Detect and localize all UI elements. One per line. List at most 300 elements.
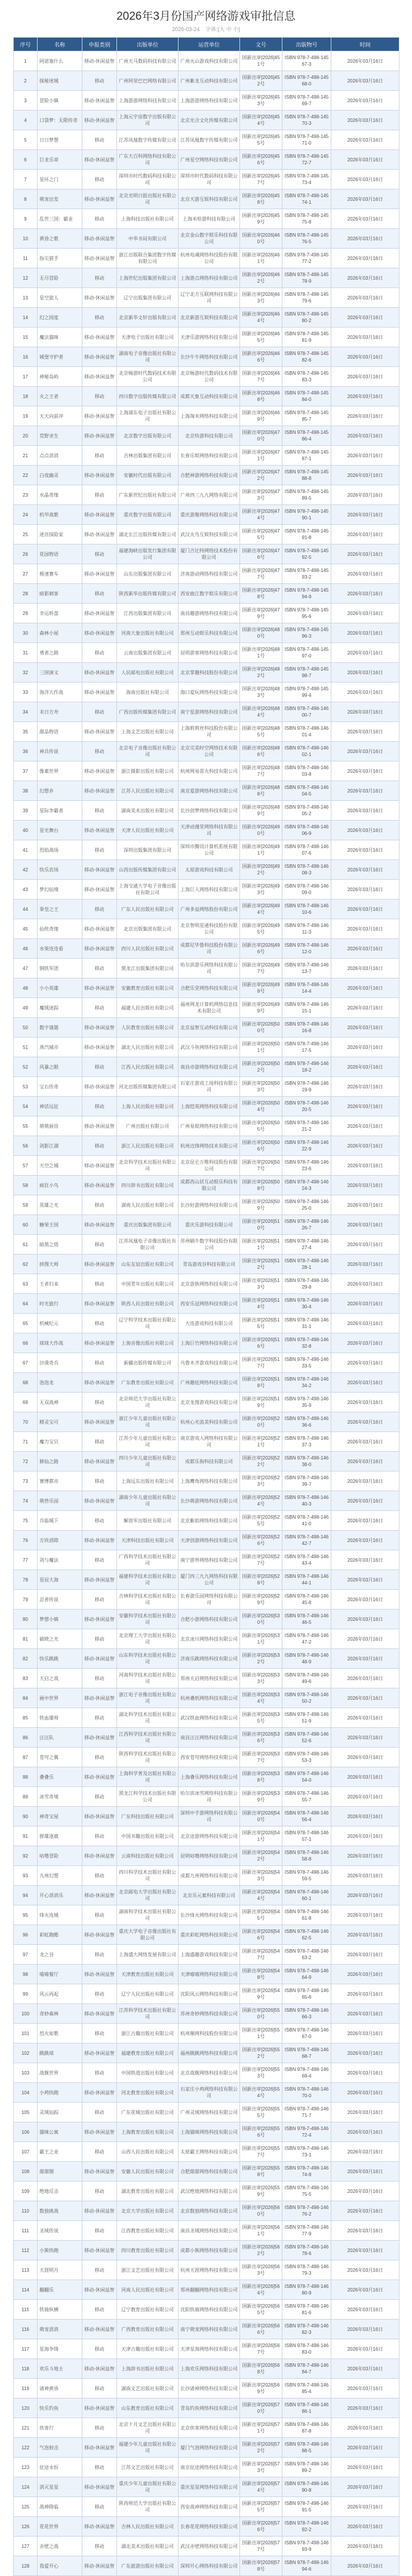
cell-name: 口袋梦：无限传奇 — [38, 111, 82, 130]
cell-approval-number: 国新出审[2026]511号 — [240, 1235, 282, 1255]
table-row — [14, 328, 399, 347]
table-row — [14, 406, 399, 426]
cell-category: 移动-休闲益智 — [82, 1255, 117, 1274]
cell-operator: 北京龙图游戏科技有限公司 — [179, 1393, 240, 1412]
cell-approval-number: 国新出审[2026]546号 — [240, 1925, 282, 1945]
cell-index: 113 — [14, 2260, 38, 2280]
cell-publisher: 上海教育出版社有限公司 — [117, 2122, 179, 2142]
cell-operator: 南京游戏人网络科技有限公司 — [179, 1432, 240, 1452]
cell-operator: 西安战神网络科技有限公司 — [179, 2497, 240, 2517]
cell-index: 12 — [14, 268, 38, 288]
cell-operator: 海口爱玩网络科技有限公司 — [179, 683, 240, 702]
cell-operator: 上海欢乐网络科技有限公司 — [179, 2359, 240, 2379]
cell-index: 10 — [14, 229, 38, 249]
cell-name: 忍者传说 — [38, 1590, 82, 1610]
cell-operator: 深圳市腾讯计算机系统有限公司 — [179, 840, 240, 860]
cell-publisher: 江西教育出版社有限公司 — [117, 2221, 179, 2241]
cell-date: 2026年03月16日 — [331, 2537, 399, 2556]
cell-operator: 广州火山游戏科技有限公司 — [179, 51, 240, 71]
cell-publisher: 江苏凤凰数字传媒有限公司 — [117, 130, 179, 150]
cell-category: 移动-休闲益智 — [82, 249, 117, 268]
cell-index: 23 — [14, 485, 38, 505]
cell-name: 球球大作战 — [38, 1333, 82, 1353]
header-isbn: 出版物号 — [282, 38, 331, 51]
cell-category: 移动-休闲益智 — [82, 761, 117, 781]
cell-date: 2026年03月16日 — [331, 860, 399, 880]
cell-index: 56 — [14, 1136, 38, 1156]
cell-date: 2026年03月16日 — [331, 406, 399, 426]
cell-name: 星辰大海 — [38, 1570, 82, 1590]
cell-approval-number: 国新出审[2026]557号 — [240, 2142, 282, 2162]
cell-operator: 长春游乐园网络科技有限公司 — [179, 1590, 240, 1610]
cell-operator: 北京紫焰网络科技有限公司 — [179, 1511, 240, 1531]
cell-publisher: 上海音像出版社有限公司 — [117, 1333, 179, 1353]
cell-isbn: ISBN 978-7-498-14602-1 — [282, 742, 331, 761]
cell-category: 移动 — [82, 1471, 117, 1491]
cell-isbn: ISBN 978-7-498-14608-3 — [282, 860, 331, 880]
cell-date: 2026年03月16日 — [331, 1550, 399, 1570]
table-row — [14, 1018, 399, 1038]
cell-date: 2026年03月16日 — [331, 544, 399, 564]
cell-name: 星海争锋 — [38, 2339, 82, 2359]
cell-publisher: 吉林科学技术出版社有限公司 — [117, 1590, 179, 1610]
cell-index: 7 — [14, 170, 38, 189]
cell-approval-number: 国新出审[2026]515号 — [240, 1314, 282, 1333]
cell-operator: 北京战舰网络科技有限公司 — [179, 2063, 240, 2083]
cell-operator: 苏州蜗牛数字科技股份有限公司 — [179, 1235, 240, 1255]
cell-isbn: ISBN 978-7-498-14661-8 — [282, 1905, 331, 1925]
table-row — [14, 1314, 399, 1333]
cell-index: 13 — [14, 288, 38, 308]
cell-approval-number: 国新出审[2026]466号 — [240, 347, 282, 367]
cell-publisher: 江西人民出版社有限公司 — [117, 1057, 179, 1077]
cell-category: 移动 — [82, 2418, 117, 2438]
cell-name: 海洋大作战 — [38, 683, 82, 702]
cell-publisher: 湖北教育出版社有限公司 — [117, 2182, 179, 2201]
cell-date: 2026年03月16日 — [331, 209, 399, 229]
cell-isbn: ISBN 978-7-498-14626-7 — [282, 1215, 331, 1235]
cell-operator: 杭州叠纸网络科技有限公司 — [179, 1688, 240, 1708]
font-size-switch[interactable]: 字体:[大 中 小] — [205, 26, 240, 32]
cell-name: 神兵传说 — [38, 742, 82, 761]
cell-operator: 郑州互动娱乐科技有限公司 — [179, 623, 240, 643]
cell-isbn: ISBN 978-7-498-14646-5 — [282, 1610, 331, 1629]
table-row — [14, 2517, 399, 2537]
cell-approval-number: 国新出审[2026]541号 — [240, 1827, 282, 1846]
cell-category: 移动 — [82, 2024, 117, 2043]
cell-index: 102 — [14, 2043, 38, 2063]
cell-operator: 北京途游网络科技有限公司 — [179, 1827, 240, 1846]
cell-publisher: 广州天马数码科技有限公司 — [117, 51, 179, 71]
cell-name: 日日梦想 — [38, 130, 82, 150]
cell-date: 2026年03月16日 — [331, 840, 399, 860]
cell-publisher: 湖南电子音像出版社有限公司 — [117, 347, 179, 367]
cell-index: 116 — [14, 2320, 38, 2339]
cell-index: 17 — [14, 367, 38, 387]
cell-index: 2 — [14, 71, 38, 91]
table-row — [14, 2260, 399, 2280]
cell-index: 66 — [14, 1333, 38, 1353]
cell-operator: 北京数独网络科技有限公司 — [179, 2201, 240, 2221]
cell-date: 2026年03月16日 — [331, 1708, 399, 1728]
cell-approval-number: 国新出审[2026]522号 — [240, 1452, 282, 1471]
cell-approval-number: 国新出审[2026]568号 — [240, 2359, 282, 2379]
cell-index: 31 — [14, 643, 38, 663]
cell-publisher: 四川人民出版社有限公司 — [117, 939, 179, 959]
cell-category: 移动 — [82, 71, 117, 91]
cell-category: 移动 — [82, 1629, 117, 1649]
cell-isbn: ISBN 978-7-498-14619-9 — [282, 1077, 331, 1097]
cell-publisher: 江苏凤凰电子音像出版社有限公司 — [117, 1235, 179, 1255]
cell-operator: 上海米哈游科技有限公司 — [179, 209, 240, 229]
cell-date: 2026年03月16日 — [331, 51, 399, 71]
table-row — [14, 1965, 399, 1984]
cell-index: 8 — [14, 189, 38, 209]
cell-index: 61 — [14, 1235, 38, 1255]
cell-isbn: ISBN 978-7-498-14694-6 — [282, 2556, 331, 2576]
cell-date: 2026年03月16日 — [331, 2280, 399, 2300]
cell-publisher: 湖北长江出版传媒有限公司 — [117, 525, 179, 544]
table-row — [14, 1274, 399, 1294]
cell-publisher: 浙江人民出版社有限公司 — [117, 1136, 179, 1156]
cell-name: 龙之谷 — [38, 1945, 82, 1965]
cell-isbn: ISBN 978-7-498-14683-0 — [282, 2339, 331, 2359]
cell-approval-number: 国新出审[2026]547号 — [240, 1945, 282, 1965]
cell-approval-number: 国新出审[2026]529号 — [240, 1590, 282, 1610]
cell-category: 移动-休闲益智 — [82, 150, 117, 170]
cell-category: 移动-休闲益智 — [82, 2280, 117, 2300]
cell-publisher: 四川科学技术出版社有限公司 — [117, 1866, 179, 1886]
cell-category: 移动 — [82, 446, 117, 466]
table-row — [14, 1057, 399, 1077]
cell-isbn: ISBN 978-7-498-14595-6 — [282, 604, 331, 623]
cell-date: 2026年03月16日 — [331, 1057, 399, 1077]
cell-name: 梦想小镇 — [38, 1610, 82, 1629]
cell-name: 汪汪队 — [38, 1728, 82, 1748]
cell-isbn: ISBN 978-7-498-14633-5 — [282, 1353, 331, 1373]
cell-operator: 南京爱游网络科技有限公司 — [179, 781, 240, 801]
cell-isbn: ISBN 978-7-498-14675-5 — [282, 2182, 331, 2201]
cell-date: 2026年03月16日 — [331, 1688, 399, 1708]
cell-operator: 南昌圣域网络科技有限公司 — [179, 2221, 240, 2241]
cell-name: 星环之门 — [38, 170, 82, 189]
cell-publisher: 上海交通大学电子音像出版社有限公司 — [117, 880, 179, 900]
cell-category: 移动-休闲益智 — [82, 1531, 117, 1550]
cell-category: 移动-休闲益智 — [82, 2083, 117, 2103]
cell-name: 点点消消 — [38, 446, 82, 466]
cell-isbn: ISBN 978-7-498-14599-4 — [282, 683, 331, 702]
cell-operator: 福州跳跳网络科技有限公司 — [179, 2043, 240, 2063]
cell-operator: 成都西山居互动娱乐科技有限公司 — [179, 1176, 240, 1195]
cell-publisher: 江苏人民出版社有限公司 — [117, 781, 179, 801]
cell-operator: 广州四三九九网络有限公司 — [179, 485, 240, 505]
table-row — [14, 2063, 399, 2083]
table-row — [14, 367, 399, 387]
cell-date: 2026年03月16日 — [331, 1156, 399, 1176]
cell-approval-number: 国新出审[2026]462号 — [240, 268, 282, 288]
cell-category: 移动-休闲益智 — [82, 2320, 117, 2339]
cell-publisher: 湖南美术出版社有限公司 — [117, 801, 179, 821]
cell-category: 移动-休闲益智 — [82, 1846, 117, 1866]
cell-approval-number: 国新出审[2026]555号 — [240, 2103, 282, 2122]
cell-publisher: 上海辞书出版社有限公司 — [117, 2359, 179, 2379]
cell-publisher: 广西科学技术出版社有限公司 — [117, 1550, 179, 1570]
cell-operator: 郑州翻翻网络科技有限公司 — [179, 2280, 240, 2300]
cell-category: 移动-休闲益智 — [82, 1156, 117, 1176]
cell-name: 无双战神 — [38, 1393, 82, 1412]
cell-isbn: ISBN 978-7-498-14573-4 — [282, 170, 331, 189]
cell-date: 2026年03月16日 — [331, 1925, 399, 1945]
cell-publisher: 安徽教育出版社有限公司 — [117, 978, 179, 998]
cell-operator: 太原霸王网络科技有限公司 — [179, 2142, 240, 2162]
cell-publisher: 陕西科学技术出版社有限公司 — [117, 1748, 179, 1767]
cell-name: 群雄逐鹿 — [38, 1827, 82, 1846]
cell-category: 移动-休闲益智 — [82, 821, 117, 840]
cell-isbn: ISBN 978-7-498-14676-2 — [282, 2201, 331, 2221]
cell-name: 叠叠乐 — [38, 1767, 82, 1787]
cell-operator: 石家庄小鸡网络科技有限公司 — [179, 2083, 240, 2103]
cell-approval-number: 国新出审[2026]523号 — [240, 1471, 282, 1491]
cell-name: 指尖猎手 — [38, 249, 82, 268]
cell-approval-number: 国新出审[2026]558号 — [240, 2162, 282, 2182]
cell-operator: 上海巨人网络科技有限公司 — [179, 880, 240, 900]
cell-name: 萌兽乐园 — [38, 1491, 82, 1511]
cell-operator: 南宁萌宠网络科技有限公司 — [179, 2320, 240, 2339]
cell-index: 115 — [14, 2300, 38, 2320]
cell-operator: 合肥小游网络科技有限公司 — [179, 1610, 240, 1629]
cell-category: 移动 — [82, 1511, 117, 1531]
cell-name: 城堡守护者 — [38, 347, 82, 367]
cell-date: 2026年03月16日 — [331, 761, 399, 781]
cell-operator: 武汉铁血网络科技有限公司 — [179, 1708, 240, 1728]
cell-approval-number: 国新出审[2026]508号 — [240, 1176, 282, 1195]
cell-date: 2026年03月16日 — [331, 978, 399, 998]
cell-operator: 石家庄游戏工场科技有限公司 — [179, 1077, 240, 1097]
cell-publisher: 重庆大学电子音像出版社有限公司 — [117, 1925, 179, 1945]
cell-approval-number: 国新出审[2026]487号 — [240, 761, 282, 781]
cell-isbn: ISBN 978-7-498-14621-2 — [282, 1116, 331, 1136]
cell-index: 106 — [14, 2122, 38, 2142]
cell-category: 移动-休闲益智 — [82, 1807, 117, 1827]
cell-name: 铁骑纵横 — [38, 2300, 82, 2320]
table-row — [14, 2320, 399, 2339]
cell-date: 2026年03月16日 — [331, 2182, 399, 2201]
table-row — [14, 2359, 399, 2379]
table-row — [14, 1215, 399, 1235]
header-approval-number: 文号 — [240, 38, 282, 51]
cell-publisher: 重庆数字出版有限公司 — [117, 505, 179, 525]
cell-publisher: 北京电子音像出版社有限公司 — [117, 742, 179, 761]
cell-approval-number: 国新出审[2026]502号 — [240, 1057, 282, 1077]
cell-index: 27 — [14, 564, 38, 584]
cell-category: 移动-休闲益智 — [82, 1412, 117, 1432]
cell-name: 巨龙乐章 — [38, 150, 82, 170]
cell-isbn: ISBN 978-7-498-14614-4 — [282, 978, 331, 998]
cell-date: 2026年03月16日 — [331, 308, 399, 328]
cell-approval-number: 国新出审[2026]458号 — [240, 189, 282, 209]
cell-date: 2026年03月16日 — [331, 2517, 399, 2537]
table-row — [14, 505, 399, 525]
cell-publisher: 吉林人民出版社有限公司 — [117, 2517, 179, 2537]
cell-index: 34 — [14, 702, 38, 722]
cell-isbn: ISBN 978-7-498-14596-3 — [282, 623, 331, 643]
cell-publisher: 上海元宇宙数字出版有限公司 — [117, 111, 179, 130]
cell-approval-number: 国新出审[2026]563号 — [240, 2260, 282, 2280]
cell-approval-number: 国新出审[2026]570号 — [240, 2398, 282, 2418]
cell-name: 星空旅人 — [38, 288, 82, 308]
cell-category: 移动 — [82, 1353, 117, 1373]
cell-operator: 重庆星星网络科技有限公司 — [179, 2477, 240, 2497]
cell-name: 九州幻想 — [38, 1866, 82, 1886]
cell-isbn: ISBN 978-7-498-14618-2 — [282, 1057, 331, 1077]
cell-isbn: ISBN 978-7-498-14581-9 — [282, 328, 331, 347]
cell-index: 32 — [14, 663, 38, 683]
table-row — [14, 2142, 399, 2162]
cell-isbn: ISBN 978-7-498-14652-6 — [282, 1728, 331, 1748]
cell-approval-number: 国新出审[2026]477号 — [240, 564, 282, 584]
cell-operator: 西安乐逗网络科技有限公司 — [179, 1294, 240, 1314]
cell-date: 2026年03月16日 — [331, 1176, 399, 1195]
cell-index: 101 — [14, 2024, 38, 2043]
cell-publisher: 四川辞书出版社有限公司 — [117, 1176, 179, 1195]
cell-name: 星际争霸者 — [38, 801, 82, 821]
cell-approval-number: 国新出审[2026]498号 — [240, 978, 282, 998]
cell-isbn: ISBN 978-7-498-14568-0 — [282, 71, 331, 91]
cell-isbn: ISBN 978-7-498-14649-6 — [282, 1669, 331, 1688]
cell-approval-number: 国新出审[2026]556号 — [240, 2122, 282, 2142]
cell-category: 移动 — [82, 1905, 117, 1925]
table-row — [14, 1807, 399, 1827]
cell-approval-number: 国新出审[2026]578号 — [240, 2556, 282, 2576]
cell-category: 移动-休闲益智 — [82, 1373, 117, 1393]
cell-approval-number: 国新出审[2026]552号 — [240, 2043, 282, 2063]
table-row — [14, 1333, 399, 1353]
cell-date: 2026年03月16日 — [331, 367, 399, 387]
cell-isbn: ISBN 978-7-498-14664-9 — [282, 1965, 331, 1984]
cell-operator: 成都天象互动科技有限公司 — [179, 387, 240, 406]
table-row — [14, 1452, 399, 1471]
cell-name: 霸王之业 — [38, 2142, 82, 2162]
cell-publisher: 江苏少年儿童出版社有限公司 — [117, 1432, 179, 1452]
cell-category: 移动-休闲益智 — [82, 623, 117, 643]
cell-publisher: 北京理工大学出版社有限公司 — [117, 1629, 179, 1649]
cell-publisher: 天津科技出版社有限公司 — [117, 1531, 179, 1550]
cell-publisher: 北京师范大学出版社有限公司 — [117, 1393, 179, 1412]
cell-isbn: ISBN 978-7-498-14592-5 — [282, 544, 331, 564]
cell-index: 63 — [14, 1274, 38, 1294]
cell-approval-number: 国新出审[2026]500号 — [240, 1018, 282, 1038]
table-row — [14, 663, 399, 683]
cell-isbn: ISBN 978-7-498-14635-9 — [282, 1393, 331, 1412]
cell-index: 107 — [14, 2142, 38, 2162]
cell-operator: 北京益智互动科技有限公司 — [179, 1018, 240, 1038]
cell-name: 钢铁军团 — [38, 959, 82, 978]
cell-publisher: 浙江出版联合集团数字传媒有限公司 — [117, 249, 179, 268]
cell-operator: 深圳市时代数码科技有限公司 — [179, 170, 240, 189]
cell-date: 2026年03月16日 — [331, 1846, 399, 1866]
cell-name: 铁血雄师 — [38, 1708, 82, 1728]
cell-publisher: 福建科学技术出版社有限公司 — [117, 1570, 179, 1590]
cell-name: 拼图大师 — [38, 1255, 82, 1274]
cell-date: 2026年03月16日 — [331, 1235, 399, 1255]
table-row — [14, 544, 399, 564]
cell-name: 精灵宝可 — [38, 1412, 82, 1432]
table-row — [14, 1610, 399, 1629]
cell-category: 移动 — [82, 584, 117, 604]
cell-name: 花园物语 — [38, 544, 82, 564]
cell-isbn: ISBN 978-7-498-14658-8 — [282, 1846, 331, 1866]
cell-approval-number: 国新出审[2026]569号 — [240, 2379, 282, 2398]
table-row — [14, 2182, 399, 2201]
table-row — [14, 1097, 399, 1116]
table-row — [14, 1669, 399, 1688]
cell-isbn: ISBN 978-7-498-14693-9 — [282, 2537, 331, 2556]
cell-date: 2026年03月16日 — [331, 1787, 399, 1807]
cell-index: 112 — [14, 2241, 38, 2260]
cell-publisher: 河南大象出版社有限公司 — [117, 623, 179, 643]
cell-approval-number: 国新出审[2026]528号 — [240, 1570, 282, 1590]
cell-isbn: ISBN 978-7-498-14601-4 — [282, 722, 331, 742]
cell-approval-number: 国新出审[2026]550号 — [240, 2004, 282, 2024]
cell-publisher: 河南科学技术出版社有限公司 — [117, 1669, 179, 1688]
cell-approval-number: 国新出审[2026]493号 — [240, 880, 282, 900]
cell-name: 黄昏之歌 — [38, 229, 82, 249]
cell-operator: 上海游点网络科技有限公司 — [179, 268, 240, 288]
cell-category: 移动-休闲益智 — [82, 328, 117, 347]
cell-name: 剑与魔法 — [38, 1550, 82, 1570]
cell-name: 迷宫探险家 — [38, 525, 82, 544]
cell-publisher: 天津人民出版社有限公司 — [117, 821, 179, 840]
cell-approval-number: 国新出审[2026]457号 — [240, 170, 282, 189]
cell-isbn: ISBN 978-7-498-14606-9 — [282, 821, 331, 840]
cell-name: 极速赛车 — [38, 564, 82, 584]
table-row — [14, 229, 399, 249]
table-row — [14, 604, 399, 623]
cell-index: 92 — [14, 1846, 38, 1866]
cell-isbn: ISBN 978-7-498-14620-5 — [282, 1097, 331, 1116]
cell-index: 49 — [14, 998, 38, 1018]
cell-name: 诸神黄昏 — [38, 2379, 82, 2398]
cell-date: 2026年03月16日 — [331, 939, 399, 959]
cell-publisher: 湖北美术出版社有限公司 — [117, 2537, 179, 2556]
cell-name: 猫咪公寓 — [38, 2122, 82, 2142]
cell-category: 移动-休闲益智 — [82, 880, 117, 900]
table-row — [14, 1235, 399, 1255]
cell-operator: 昆明游客网络科技有限公司 — [179, 643, 240, 663]
cell-date: 2026年03月16日 — [331, 2379, 399, 2398]
cell-isbn: ISBN 978-7-498-14612-0 — [282, 939, 331, 959]
table-row — [14, 1827, 399, 1846]
cell-date: 2026年03月16日 — [331, 2458, 399, 2477]
cell-category: 移动-休闲益智 — [82, 505, 117, 525]
cell-publisher: 山东出版集团有限公司 — [117, 564, 179, 584]
cell-name: 赤壁之战 — [38, 2537, 82, 2556]
table-row — [14, 2537, 399, 2556]
cell-isbn: ISBN 978-7-498-14616-8 — [282, 1018, 331, 1038]
cell-date: 2026年03月16日 — [331, 2221, 399, 2241]
cell-operator: 上海鹰角网络科技有限公司 — [179, 1471, 240, 1491]
cell-index: 69 — [14, 1393, 38, 1412]
cell-name: 灵域仙踪 — [38, 2103, 82, 2122]
cell-date: 2026年03月16日 — [331, 2103, 399, 2122]
table-row — [14, 2280, 399, 2300]
cell-approval-number: 国新出审[2026]485号 — [240, 722, 282, 742]
table-row — [14, 1846, 399, 1866]
table-row — [14, 900, 399, 919]
cell-date: 2026年03月16日 — [331, 2162, 399, 2182]
cell-category: 移动 — [82, 998, 117, 1018]
cell-publisher: 河北教育出版社有限公司 — [117, 2083, 179, 2103]
